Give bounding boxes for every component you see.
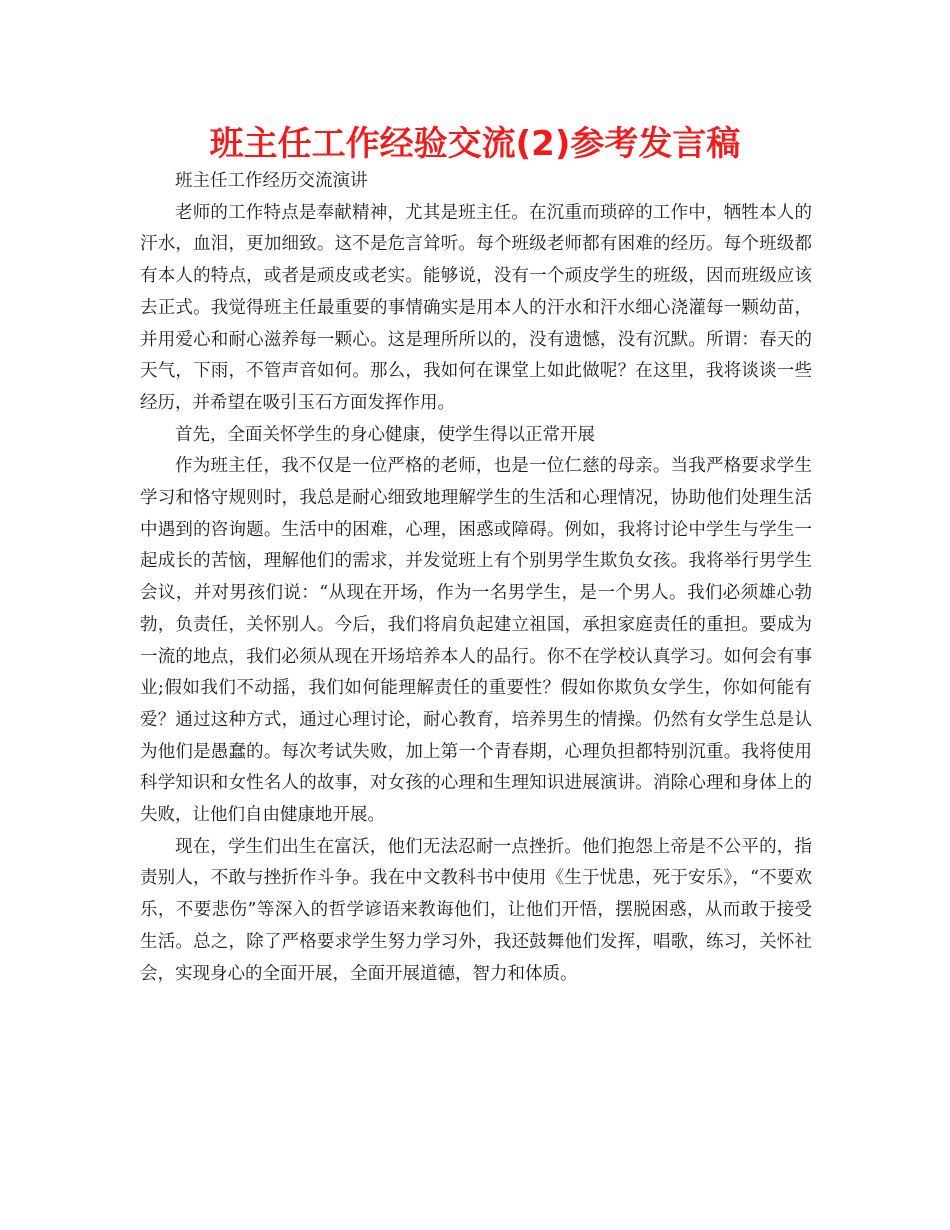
paragraph-intro: 老师的工作特点是奉献精神，尤其是班主任。在沉重而琐碎的工作中，牺牲本人的汗水，血泪，更加细致。这不是危言耸听。每个班级老师都有困难的经历。每个班级都有本人的特点，或者是顽皮或老实。能够说，没有一个顽皮学生的班级，因而班级应该去正式。我觉得班主任最重要的事情确实是用本人的汗水和汗水细心浇灌每一颗幼苗，并用爱心和耐心滋养每一颗心。这是理所所以的，没有遗憾，没有沉默。所谓：春天的天气，下雨，不管声音如何。那么，我如何在课堂上如此做呢？在这里，我将谈谈一些经历，并希望在吸引玉石方面发挥作用。	[140, 202, 812, 413]
paragraph-heading-first: 首先，全面关怀学生的身心健康，使学生得以正常开展	[175, 424, 595, 445]
paragraph-care: 作为班主任，我不仅是一位严格的老师，也是一位仁慈的母亲。当我严格要求学生学习和恪守规则时，我总是耐心细致地理解学生的生活和心理情况，协助他们处理生活中遇到的咨询题。生活中的困难，心理，困惑或障碍。例如，我将讨论中学生与学生一起成长的苦恼，理解他们的需求，并发觉班上有个别男学生欺负女孩。我将举行男学生会议，并对男孩们说：“从现在开场，作为一名男学生，是一个男人。我们必须雄心勃勃，负责任，关怀别人。今后，我们将肩负起建立祖国，承担家庭责任的重担。要成为一流的地点，我们必须从现在开场培养本人的品行。你不在学校认真学习。如何会有事业;假如我们不动摇，我们如何能理解责任的重要性？假如你欺负女学生，你如何能有爱？通过这种方式，通过心理讨论，耐心教育，培养男生的情操。仍然有女学生总是认为他们是愚蠢的。每次考试失败，加上第一个青春期，心理负担都特别沉重。我将使用科学知识和女性名人的故事，对女孩的心理和生理知识进展演讲。消除心理和身体上的失败，让他们自由健康地开展。	[140, 456, 812, 826]
document-body	[140, 166, 812, 990]
document-title: 班主任工作经验交流(2)参考发言稿	[209, 124, 741, 164]
document-subtitle: 班主任工作经历交流演讲	[175, 171, 368, 191]
paragraph-frustration: 现在，学生们出生在富沃，他们无法忍耐一点挫折。他们抱怨上帝是不公平的，指责别人，不敢与挫折作斗争。我在中文教科书中使用《生于忧患，死于安乐》，“不要欢乐，不要悲伤”等深入的哲学谚语来教诲他们，让他们开悟，摆脱困惑，从而敢于接受生活。总之，除了严格要求学生努力学习外，我还鼓舞他们发挥，唱歌，练习，关怀社会，实现身心的全面开展，全面开展道德，智力和体质。	[140, 836, 812, 984]
